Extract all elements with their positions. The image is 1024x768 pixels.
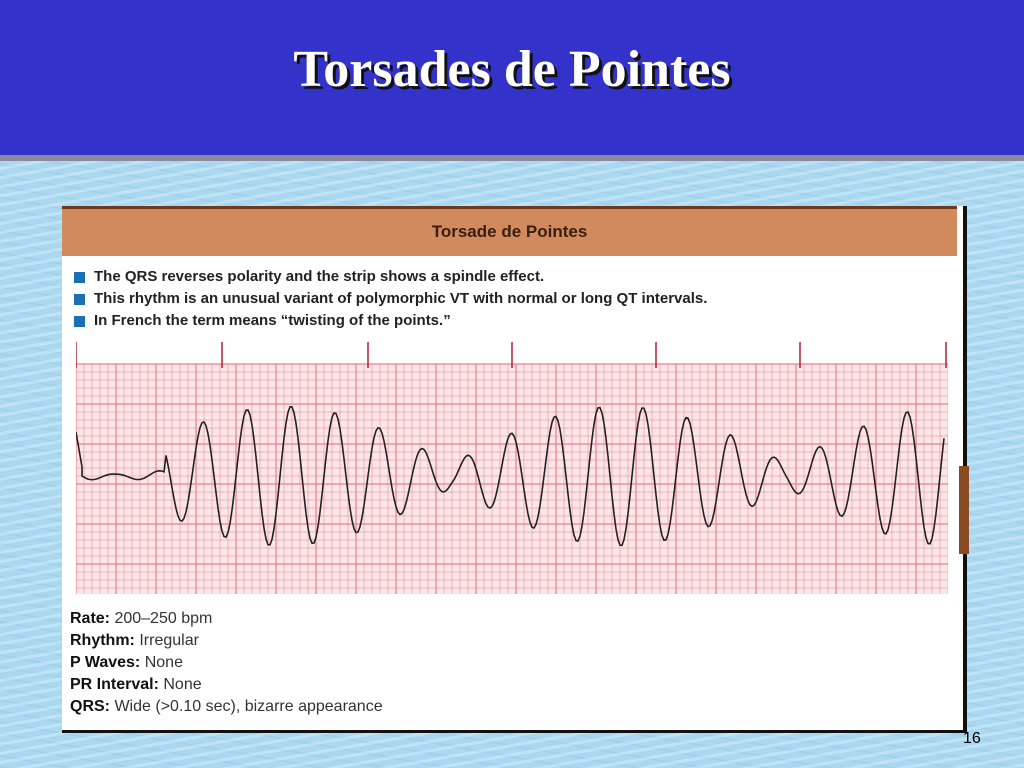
slide-title: Torsades de Pointes [293, 41, 731, 98]
ecg-rhythm-strip [76, 342, 948, 598]
figure-title: Torsade de Pointes [431, 222, 588, 241]
figure-header [62, 206, 957, 256]
slide-number: 16 [963, 730, 981, 747]
bullet-item [70, 288, 950, 310]
bullet-text: This rhythm is an unusual variant of polymorphic VT with normal or long QT intervals. [94, 290, 708, 307]
rhythm-details [70, 608, 570, 718]
ecg-grid-background [76, 364, 948, 594]
bullet-item [70, 266, 950, 288]
detail-rate: Rate: 200–250 bpm [70, 610, 213, 627]
side-tab [959, 466, 969, 554]
ecg-figure [62, 206, 967, 733]
detail-p-waves: P Waves: None [70, 654, 183, 671]
detail-qrs: QRS: Wide (>0.10 sec), bizarre appearance [70, 698, 383, 715]
bullet-text: In French the term means “twisting of the points.” [94, 312, 451, 329]
detail-pr-interval: PR Interval: None [70, 676, 202, 693]
bullet-square-icon [74, 294, 85, 305]
bullet-square-icon [74, 272, 85, 283]
bullet-item [70, 310, 950, 332]
title-divider [0, 155, 1024, 161]
bullet-list [70, 266, 950, 332]
bullet-text: The QRS reverses polarity and the strip shows a spindle effect. [94, 268, 545, 285]
detail-rhythm: Rhythm: Irregular [70, 632, 199, 649]
bullet-square-icon [74, 316, 85, 327]
